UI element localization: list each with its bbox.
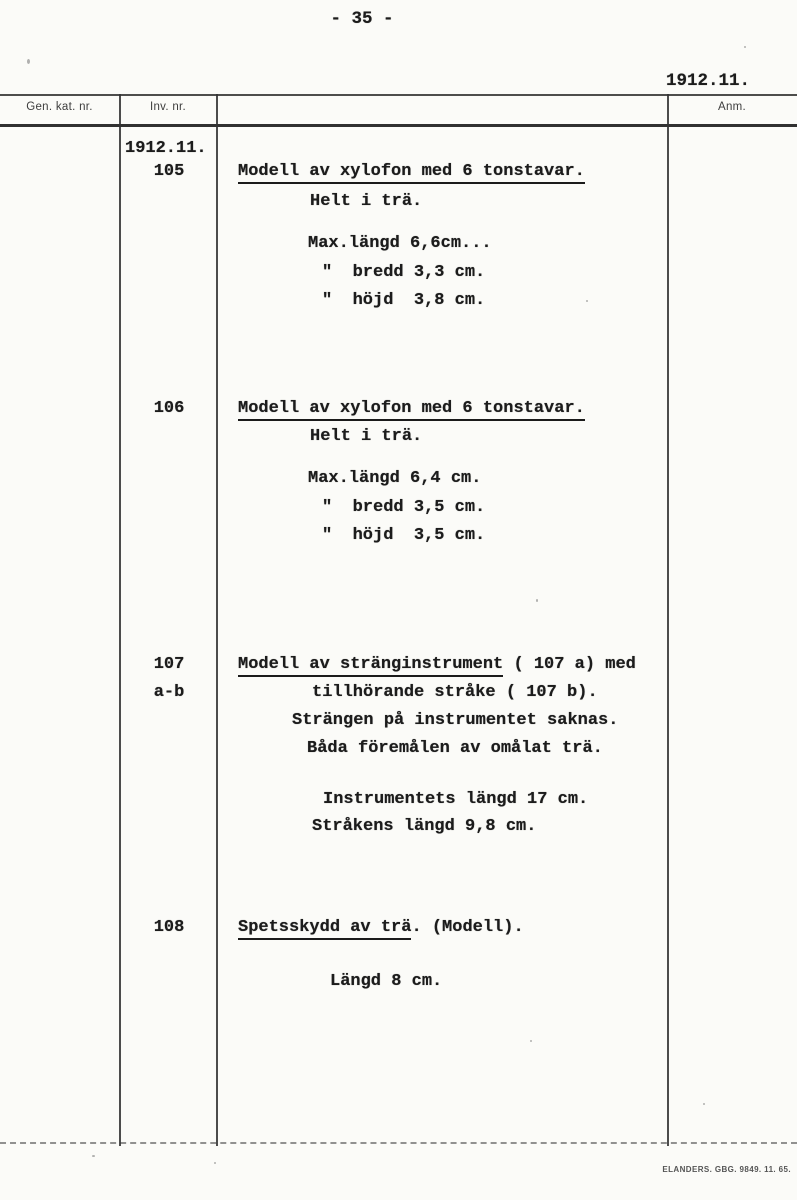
entry-title	[238, 918, 524, 938]
scan-speck	[27, 59, 30, 64]
entry-title-underlined: Modell av xylofon med 6 tonstavar.	[238, 162, 585, 184]
entry-title-underlined: Spetsskydd av trä	[238, 918, 411, 940]
entry-title	[238, 399, 585, 419]
scan-speck	[530, 1040, 532, 1042]
entry-line: tillhörande stråke ( 107 b).	[312, 683, 598, 702]
entry-line: Instrumentets längd 17 cm.	[323, 790, 589, 809]
entry-title-rest: . (Modell).	[411, 918, 524, 937]
entry-title-rest: ( 107 a) med	[503, 655, 636, 674]
entry-title	[238, 655, 636, 675]
entry-line: " höjd 3,5 cm.	[322, 526, 486, 545]
entry-inv-nr: 106	[153, 399, 185, 418]
entry-line: Helt i trä.	[310, 192, 423, 211]
header-gen-kat-nr: Gen. kat. nr.	[26, 101, 93, 113]
entry-title	[238, 162, 585, 182]
scan-speck	[586, 300, 588, 302]
column-divider-1	[119, 94, 121, 1146]
entry-title-underlined: Modell av stränginstrument	[238, 655, 503, 677]
year-heading: 1912.11.	[666, 71, 751, 91]
scan-speck	[703, 1103, 705, 1105]
scan-speck	[92, 1155, 95, 1157]
column-divider-3	[667, 94, 669, 1146]
column-divider-2	[216, 94, 218, 1146]
entry-line: Max.längd 6,6cm...	[308, 234, 492, 253]
entry-line: Strängen på instrumentet saknas.	[292, 711, 619, 730]
scan-speck	[214, 1162, 216, 1164]
entry-line: Båda föremålen av omålat trä.	[307, 739, 603, 758]
entry-inv-nr: 107	[153, 655, 185, 674]
page-number: - 35 -	[330, 9, 394, 29]
entry-line: " bredd 3,3 cm.	[322, 263, 486, 282]
printer-mark: ELANDERS. GBG. 9849. 11. 65.	[662, 1165, 791, 1174]
entry-line: Helt i trä.	[310, 427, 423, 446]
entry-group-year: 1912.11.	[125, 139, 207, 158]
entry-inv-nr: 108	[153, 918, 185, 937]
entry-title-underlined: Modell av xylofon med 6 tonstavar.	[238, 399, 585, 421]
header-anm: Anm.	[717, 101, 747, 113]
scan-speck	[744, 46, 746, 48]
entry-line: " bredd 3,5 cm.	[322, 498, 486, 517]
entry-line: Stråkens längd 9,8 cm.	[312, 817, 537, 836]
entry-line: Max.längd 6,4 cm.	[308, 469, 482, 488]
header-inv-nr: Inv. nr.	[149, 101, 187, 113]
entry-line: " höjd 3,8 cm.	[322, 291, 486, 310]
scan-speck	[536, 599, 538, 602]
entry-inv-nr: 105	[153, 162, 185, 181]
entry-inv-nr-sub: a-b	[153, 683, 185, 702]
entry-line: Längd 8 cm.	[330, 972, 443, 991]
